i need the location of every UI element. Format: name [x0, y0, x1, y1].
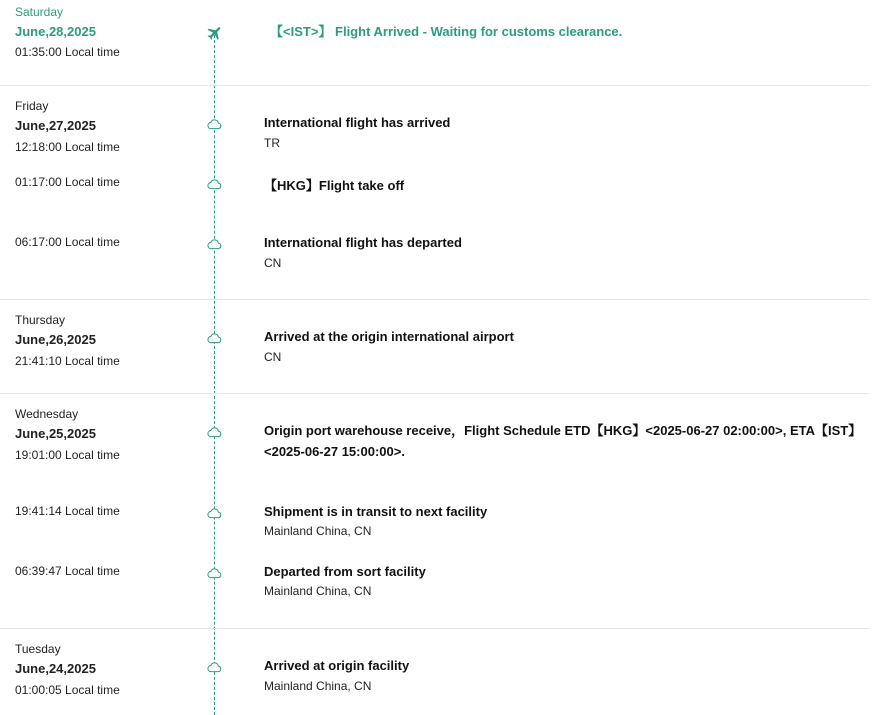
weekday-label: Friday — [15, 99, 49, 113]
event-title: Origin port warehouse receive，Flight Schedule ETD【HKG】<2025-06-27 02:00:00>, ETA【IST】<2025-06-27 15:00:00>. — [264, 423, 862, 459]
cloud-icon — [206, 567, 223, 579]
event-title: International flight has departed — [264, 235, 462, 250]
event-time: 01:00:05 Local time — [15, 683, 120, 697]
airplane-icon — [206, 24, 224, 42]
event-title: 【<IST>】 Flight Arrived - Waiting for customs clearance. — [270, 24, 623, 39]
event-title: 【HKG】Flight take off — [264, 178, 405, 193]
date-label: June,25,2025 — [15, 426, 96, 441]
event-title: Departed from sort facility — [264, 564, 426, 579]
event-location: Mainland China, CN — [264, 679, 372, 693]
date-label: June,27,2025 — [15, 118, 96, 133]
cloud-icon — [206, 238, 223, 250]
event-time: 06:17:00 Local time — [15, 235, 120, 249]
event-title: Arrived at origin facility — [264, 658, 410, 673]
day-separator — [0, 628, 869, 629]
cloud-icon — [206, 507, 223, 519]
event-title: Arrived at the origin international airport — [264, 329, 514, 344]
cloud-icon — [206, 332, 223, 344]
event-location: CN — [264, 350, 282, 364]
day-separator — [0, 85, 869, 86]
event-time: 01:17:00 Local time — [15, 175, 120, 189]
timeline-dashed-line — [214, 30, 215, 715]
event-location: Mainland China, CN — [264, 584, 372, 598]
event-time: 21:41:10 Local time — [15, 354, 120, 368]
event-title: International flight has arrived — [264, 115, 451, 130]
event-location: TR — [264, 136, 280, 150]
cloud-icon — [206, 426, 223, 438]
weekday-label: Thursday — [15, 313, 66, 327]
date-label: June,28,2025 — [15, 24, 96, 39]
event-location: Mainland China, CN — [264, 524, 372, 538]
event-location: CN — [264, 256, 282, 270]
event-title: Shipment is in transit to next facility — [264, 504, 488, 519]
date-label: June,24,2025 — [15, 661, 96, 676]
event-time: 19:01:00 Local time — [15, 448, 120, 462]
date-label: June,26,2025 — [15, 332, 96, 347]
day-separator — [0, 393, 869, 394]
cloud-icon — [206, 118, 223, 130]
weekday-label: Wednesday — [15, 407, 79, 421]
day-separator — [0, 299, 869, 300]
event-time: 12:18:00 Local time — [15, 140, 120, 154]
event-time: 06:39:47 Local time — [15, 564, 120, 578]
event-time: 19:41:14 Local time — [15, 504, 120, 518]
cloud-icon — [206, 661, 223, 673]
weekday-label: Saturday — [15, 5, 64, 19]
event-time: 01:35:00 Local time — [15, 45, 120, 59]
weekday-label: Tuesday — [15, 642, 61, 656]
cloud-icon — [206, 178, 223, 190]
